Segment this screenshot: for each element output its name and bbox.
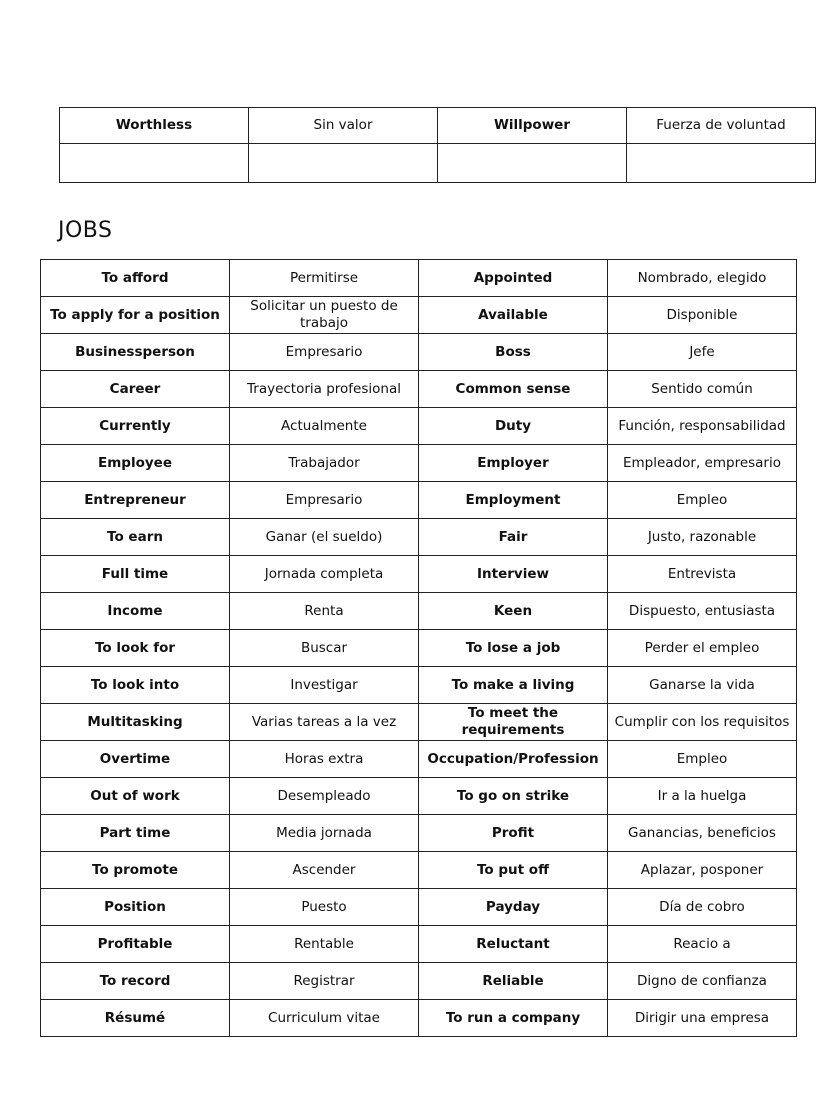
spanish-translation: Curriculum vitae [230,1000,419,1037]
english-term: Fair [419,519,608,556]
table-row [41,260,797,297]
table-row [41,704,797,741]
jobs-vocabulary-table [40,259,797,1037]
table-row [41,852,797,889]
english-term: Appointed [419,260,608,297]
spanish-translation: Digno de confianza [608,963,797,1000]
spanish-translation: Actualmente [230,408,419,445]
english-term: Boss [419,334,608,371]
spanish-translation: Horas extra [230,741,419,778]
english-term: Entrepreneur [41,482,230,519]
table-row [41,556,797,593]
english-term: Currently [41,408,230,445]
english-term: Duty [419,408,608,445]
table-row [41,445,797,482]
english-term: Part time [41,815,230,852]
english-term: To promote [41,852,230,889]
spanish-translation: Desempleado [230,778,419,815]
table-row [41,889,797,926]
spanish-translation: Varias tareas a la vez [230,704,419,741]
spanish-translation: Dirigir una empresa [608,1000,797,1037]
section-title: JOBS [58,218,113,243]
english-term: Employment [419,482,608,519]
table-row [41,334,797,371]
vocabulary-table-top [59,107,816,183]
english-term: Businessperson [41,334,230,371]
english-term: To earn [41,519,230,556]
spanish-translation: Empleador, empresario [608,445,797,482]
english-term: Position [41,889,230,926]
english-term: To apply for a position [41,297,230,334]
spanish-translation: Nombrado, elegido [608,260,797,297]
english-term: To look for [41,630,230,667]
spanish-translation: Buscar [230,630,419,667]
spanish-translation: Sin valor [249,108,438,144]
english-term: To make a living [419,667,608,704]
spanish-translation: Rentable [230,926,419,963]
english-term: Out of work [41,778,230,815]
spanish-translation: Reacio a [608,926,797,963]
english-term: Keen [419,593,608,630]
table-row [60,144,816,183]
english-term: Willpower [438,108,627,144]
english-term: To run a company [419,1000,608,1037]
english-term: Interview [419,556,608,593]
spanish-translation: Investigar [230,667,419,704]
spanish-translation: Sentido común [608,371,797,408]
empty-cell [438,144,627,183]
empty-cell [60,144,249,183]
english-term: Available [419,297,608,334]
english-term: Overtime [41,741,230,778]
table-row [60,108,816,144]
jobs-vocabulary-table-body [41,260,797,1037]
spanish-translation: Ascender [230,852,419,889]
english-term: Payday [419,889,608,926]
english-term: Income [41,593,230,630]
vocabulary-table-top-body [60,108,816,183]
spanish-translation: Solicitar un puesto de trabajo [230,297,419,334]
table-row [41,297,797,334]
english-term: Reliable [419,963,608,1000]
spanish-translation: Trabajador [230,445,419,482]
english-term: To lose a job [419,630,608,667]
spanish-translation: Ganarse la vida [608,667,797,704]
english-term: Common sense [419,371,608,408]
spanish-translation: Aplazar, posponer [608,852,797,889]
spanish-translation: Entrevista [608,556,797,593]
spanish-translation: Trayectoria profesional [230,371,419,408]
spanish-translation: Ir a la huelga [608,778,797,815]
table-row [41,667,797,704]
english-term: To look into [41,667,230,704]
spanish-translation: Ganancias, beneficios [608,815,797,852]
english-term: To afford [41,260,230,297]
spanish-translation: Empresario [230,482,419,519]
table-row [41,630,797,667]
spanish-translation: Dispuesto, entusiasta [608,593,797,630]
english-term: To put off [419,852,608,889]
english-term: Career [41,371,230,408]
empty-cell [627,144,816,183]
spanish-translation: Disponible [608,297,797,334]
spanish-translation: Función, responsabilidad [608,408,797,445]
english-term: Reluctant [419,926,608,963]
table-row [41,593,797,630]
english-term: Worthless [60,108,249,144]
english-term: To record [41,963,230,1000]
spanish-translation: Empleo [608,741,797,778]
spanish-translation: Renta [230,593,419,630]
spanish-translation: Empleo [608,482,797,519]
spanish-translation: Puesto [230,889,419,926]
english-term: Profitable [41,926,230,963]
english-term: To go on strike [419,778,608,815]
spanish-translation: Perder el empleo [608,630,797,667]
spanish-translation: Permitirse [230,260,419,297]
english-term: Full time [41,556,230,593]
spanish-translation: Media jornada [230,815,419,852]
table-row [41,519,797,556]
spanish-translation: Jefe [608,334,797,371]
english-term: To meet the requirements [419,704,608,741]
table-row [41,963,797,1000]
table-row [41,371,797,408]
table-row [41,1000,797,1037]
table-row [41,926,797,963]
table-row [41,482,797,519]
table-row [41,815,797,852]
table-row [41,408,797,445]
spanish-translation: Fuerza de voluntad [627,108,816,144]
spanish-translation: Jornada completa [230,556,419,593]
spanish-translation: Día de cobro [608,889,797,926]
spanish-translation: Justo, razonable [608,519,797,556]
empty-cell [249,144,438,183]
english-term: Multitasking [41,704,230,741]
english-term: Profit [419,815,608,852]
english-term: Employee [41,445,230,482]
spanish-translation: Registrar [230,963,419,1000]
table-row [41,741,797,778]
spanish-translation: Cumplir con los requisitos [608,704,797,741]
spanish-translation: Empresario [230,334,419,371]
english-term: Occupation/Profession [419,741,608,778]
english-term: Résumé [41,1000,230,1037]
spanish-translation: Ganar (el sueldo) [230,519,419,556]
english-term: Employer [419,445,608,482]
table-row [41,778,797,815]
